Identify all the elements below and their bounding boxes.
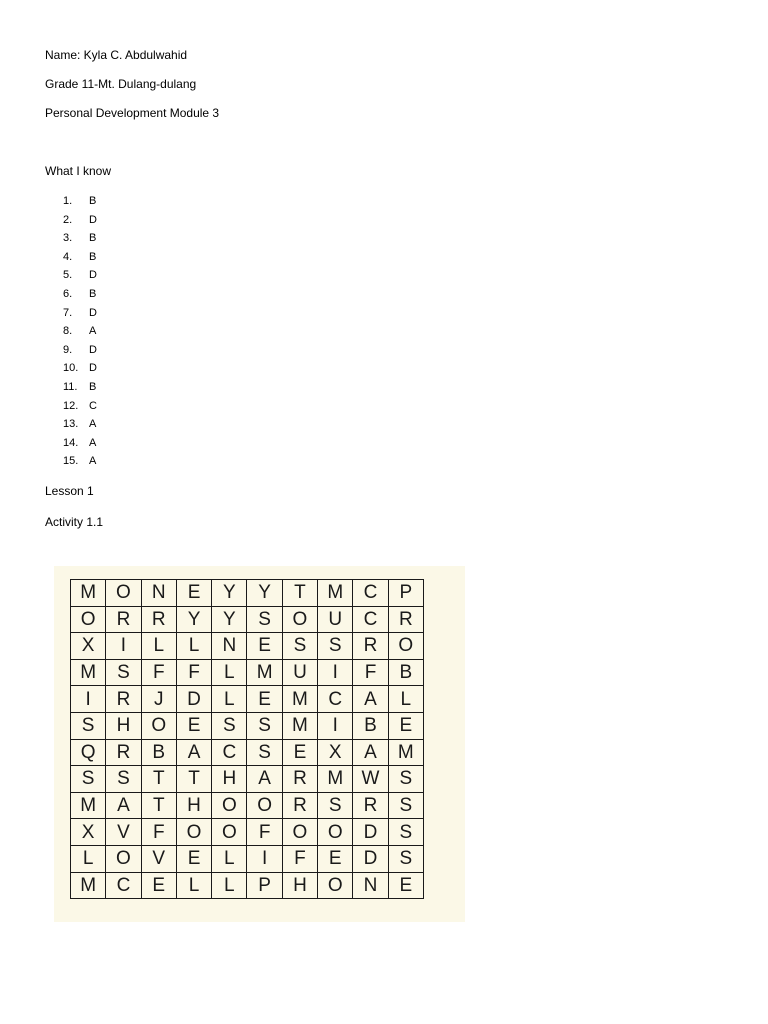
grid-cell: C: [106, 872, 141, 899]
grid-cell: F: [353, 659, 388, 686]
answer-number: 5.: [63, 269, 73, 282]
grid-row: [71, 739, 424, 766]
grid-row: [71, 766, 424, 793]
grid-cell: A: [247, 766, 282, 793]
grid-cell: U: [282, 659, 317, 686]
grid-cell: S: [318, 792, 353, 819]
answer-number: 2.: [63, 213, 73, 226]
grid-cell: C: [318, 686, 353, 713]
grid-cell: B: [141, 739, 176, 766]
grid-cell: E: [176, 845, 211, 872]
grid-cell: M: [318, 580, 353, 607]
grid-cell: W: [353, 766, 388, 793]
answer-item: [63, 380, 97, 399]
grid-cell: T: [282, 580, 317, 607]
grid-cell: U: [318, 606, 353, 633]
grid-cell: R: [353, 792, 388, 819]
answer-number: 1.: [63, 195, 73, 207]
grid-cell: M: [71, 580, 106, 607]
grid-cell: I: [71, 686, 106, 713]
word-search-image: [54, 566, 465, 922]
what-i-know-heading: What I know: [45, 164, 112, 178]
grid-cell: L: [71, 845, 106, 872]
answer-letter: B: [89, 232, 97, 245]
answer-number: 7.: [63, 306, 73, 319]
grid-cell: E: [176, 580, 211, 607]
module-title: Personal Development Module 3: [45, 106, 220, 120]
grid-cell: T: [141, 766, 176, 793]
grid-cell: J: [141, 686, 176, 713]
grid-cell: I: [318, 659, 353, 686]
answer-item: [63, 417, 97, 436]
grid-cell: E: [282, 739, 317, 766]
answer-letter: A: [89, 436, 97, 449]
answer-letter: A: [89, 455, 97, 468]
answer-letter: B: [89, 287, 97, 300]
grid-cell: O: [141, 712, 176, 739]
grid-cell: I: [106, 633, 141, 660]
grid-cell: R: [282, 792, 317, 819]
answer-item: [63, 361, 97, 380]
grid-cell: L: [176, 633, 211, 660]
grid-cell: A: [106, 792, 141, 819]
answer-item: [63, 324, 97, 343]
grid-cell: M: [318, 766, 353, 793]
grid-cell: S: [106, 659, 141, 686]
answer-item: [63, 343, 97, 362]
grid-cell: L: [141, 633, 176, 660]
grid-cell: I: [247, 845, 282, 872]
grid-cell: Y: [212, 606, 247, 633]
grid-cell: F: [176, 659, 211, 686]
answer-letter: B: [89, 195, 97, 207]
answer-letter: D: [89, 343, 97, 356]
grid-cell: R: [388, 606, 423, 633]
grid-cell: S: [388, 766, 423, 793]
answer-item: [63, 306, 97, 325]
grid-cell: E: [247, 686, 282, 713]
answer-item: [63, 231, 97, 250]
answer-list: [63, 194, 97, 473]
answer-letter: D: [89, 306, 97, 319]
grid-cell: S: [282, 633, 317, 660]
lesson-title: Lesson 1: [45, 484, 94, 498]
answer-number: 9.: [63, 343, 73, 356]
answer-letter: D: [89, 213, 97, 226]
grid-cell: Y: [212, 580, 247, 607]
grid-cell: C: [353, 606, 388, 633]
grid-cell: O: [318, 819, 353, 846]
grid-cell: M: [282, 686, 317, 713]
answer-number: 4.: [63, 250, 73, 263]
grid-cell: M: [282, 712, 317, 739]
grid-cell: T: [176, 766, 211, 793]
grid-cell: M: [71, 872, 106, 899]
grid-cell: O: [247, 792, 282, 819]
grid-cell: R: [353, 633, 388, 660]
grid-cell: Y: [176, 606, 211, 633]
grid-row: [71, 792, 424, 819]
grid-cell: A: [353, 739, 388, 766]
grid-cell: S: [247, 712, 282, 739]
answer-number: 10.: [63, 362, 79, 375]
grid-cell: L: [212, 686, 247, 713]
answer-letter: D: [89, 362, 97, 375]
grid-cell: E: [247, 633, 282, 660]
answer-number: 8.: [63, 325, 73, 338]
grid-cell: R: [106, 739, 141, 766]
grid-cell: H: [212, 766, 247, 793]
grid-cell: M: [388, 739, 423, 766]
grid-cell: L: [176, 872, 211, 899]
grid-cell: E: [176, 712, 211, 739]
grid-cell: D: [176, 686, 211, 713]
grid-cell: B: [353, 712, 388, 739]
grid-cell: T: [141, 792, 176, 819]
grid-cell: A: [353, 686, 388, 713]
grid-cell: H: [282, 872, 317, 899]
grid-cell: X: [71, 633, 106, 660]
grid-row: [71, 606, 424, 633]
grid-cell: R: [141, 606, 176, 633]
grid-cell: V: [141, 845, 176, 872]
grid-cell: B: [388, 659, 423, 686]
answer-letter: B: [89, 250, 97, 263]
answer-number: 12.: [63, 399, 79, 412]
answer-item: [63, 287, 97, 306]
answer-letter: A: [89, 325, 97, 338]
grid-cell: N: [141, 580, 176, 607]
grid-row: [71, 580, 424, 607]
grid-row: [71, 845, 424, 872]
grid-cell: O: [176, 819, 211, 846]
grid-cell: E: [388, 712, 423, 739]
grid-cell: M: [71, 659, 106, 686]
grid-row: [71, 712, 424, 739]
grid-cell: S: [388, 845, 423, 872]
grid-cell: S: [247, 739, 282, 766]
word-search-grid: [70, 579, 424, 899]
grid-cell: Y: [247, 580, 282, 607]
answer-item: [63, 436, 97, 455]
grid-cell: R: [106, 606, 141, 633]
grid-cell: P: [247, 872, 282, 899]
activity-title: Activity 1.1: [45, 515, 104, 529]
grid-cell: F: [282, 845, 317, 872]
answer-number: 13.: [63, 418, 79, 431]
answer-number: 6.: [63, 287, 73, 300]
grid-cell: O: [282, 606, 317, 633]
grid-cell: S: [388, 819, 423, 846]
answer-item: [63, 268, 97, 287]
grid-cell: O: [212, 819, 247, 846]
grid-cell: D: [353, 845, 388, 872]
grid-row: [71, 633, 424, 660]
answer-number: 3.: [63, 232, 73, 245]
grid-cell: O: [106, 580, 141, 607]
grid-cell: S: [247, 606, 282, 633]
grid-cell: S: [71, 712, 106, 739]
grid-cell: O: [282, 819, 317, 846]
answer-number: 14.: [63, 436, 79, 449]
answer-item: [63, 250, 97, 269]
grid-cell: F: [141, 659, 176, 686]
answer-item: [63, 213, 97, 232]
grid-cell: O: [388, 633, 423, 660]
grid-row: [71, 659, 424, 686]
grid-cell: R: [282, 766, 317, 793]
answer-letter: A: [89, 418, 97, 431]
answer-letter: D: [89, 269, 97, 282]
grid-cell: S: [106, 766, 141, 793]
grid-cell: R: [106, 686, 141, 713]
grid-cell: E: [141, 872, 176, 899]
grid-cell: D: [353, 819, 388, 846]
grid-cell: M: [71, 792, 106, 819]
grid-cell: L: [212, 659, 247, 686]
grid-cell: S: [71, 766, 106, 793]
grid-cell: L: [388, 686, 423, 713]
grid-cell: N: [353, 872, 388, 899]
grid-row: [71, 819, 424, 846]
grid-cell: A: [176, 739, 211, 766]
grid-cell: H: [106, 712, 141, 739]
grid-cell: X: [71, 819, 106, 846]
student-name: Name: Kyla C. Abdulwahid: [45, 48, 188, 62]
grid-cell: O: [106, 845, 141, 872]
grid-cell: S: [212, 712, 247, 739]
answer-number: 15.: [63, 455, 79, 468]
grid-cell: I: [318, 712, 353, 739]
answer-letter: C: [89, 399, 97, 412]
grid-cell: E: [318, 845, 353, 872]
grid-cell: O: [318, 872, 353, 899]
grade-section: Grade 11-Mt. Dulang-dulang: [45, 77, 197, 91]
grid-cell: S: [388, 792, 423, 819]
grid-row: [71, 872, 424, 899]
grid-cell: F: [247, 819, 282, 846]
grid-cell: L: [212, 872, 247, 899]
grid-cell: C: [353, 580, 388, 607]
answer-letter: B: [89, 380, 97, 393]
grid-cell: Q: [71, 739, 106, 766]
grid-cell: M: [247, 659, 282, 686]
grid-cell: C: [212, 739, 247, 766]
answer-item: [63, 454, 97, 473]
grid-cell: O: [71, 606, 106, 633]
grid-cell: X: [318, 739, 353, 766]
grid-cell: N: [212, 633, 247, 660]
grid-row: [71, 686, 424, 713]
grid-cell: E: [388, 872, 423, 899]
grid-cell: F: [141, 819, 176, 846]
answer-item: [63, 194, 97, 213]
answer-item: [63, 399, 97, 418]
answer-number: 11.: [63, 380, 78, 393]
grid-cell: V: [106, 819, 141, 846]
grid-cell: L: [212, 845, 247, 872]
grid-cell: O: [212, 792, 247, 819]
grid-cell: S: [318, 633, 353, 660]
grid-cell: P: [388, 580, 423, 607]
grid-cell: H: [176, 792, 211, 819]
